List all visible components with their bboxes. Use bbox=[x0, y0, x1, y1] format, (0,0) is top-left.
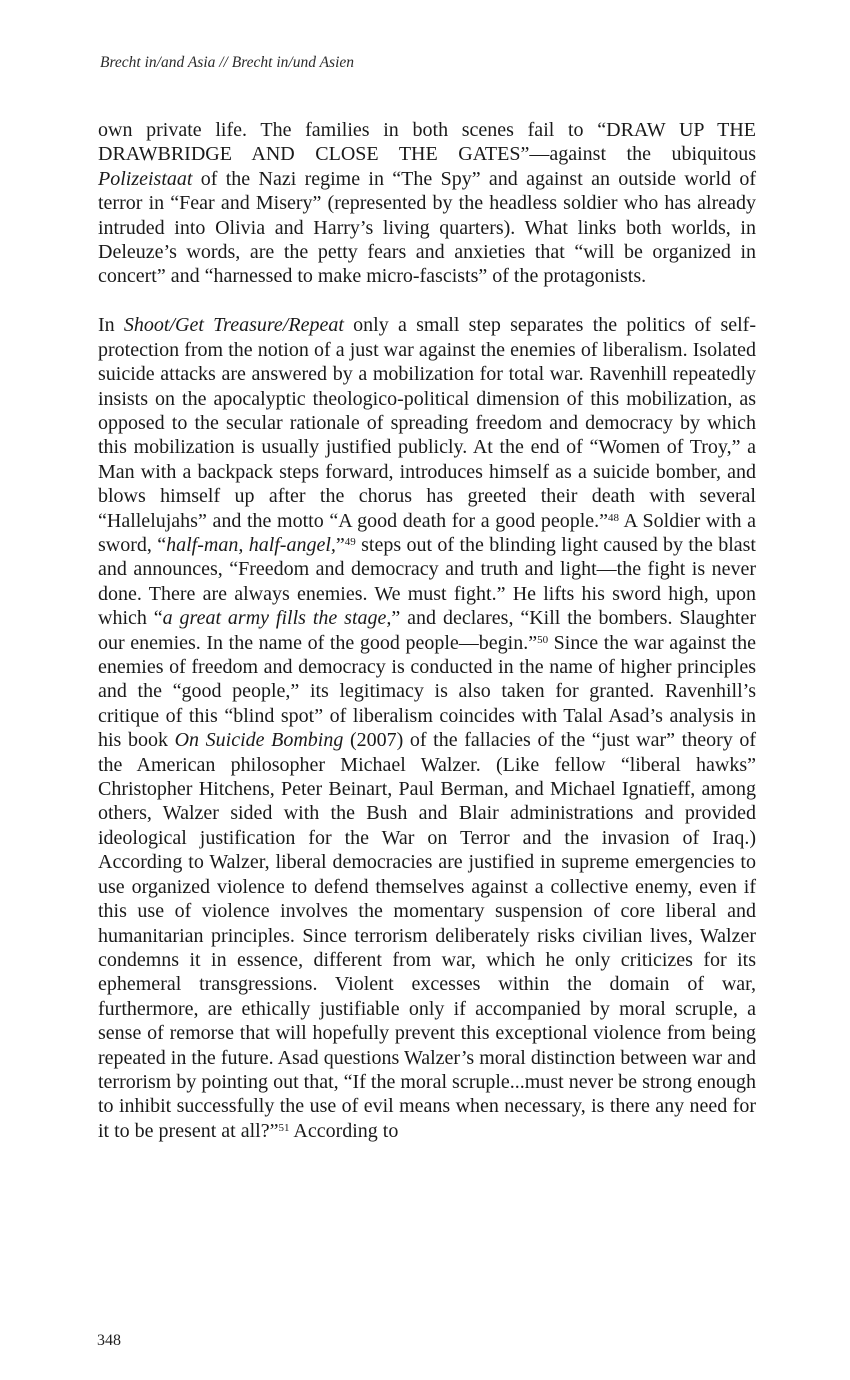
text-run: of the Nazi regime in “The Spy” and against an outside world of terror in “Fear and Misery” (represented by the headless soldier who has already intruded into Olivia and Harry’s living quarters). What links both worlds, in Deleuze’s words, are the petty fears and anxieties that “will be organized in concert” and “harnessed to make micro-fascists” of the protagonists. bbox=[98, 167, 756, 288]
text-run: ” bbox=[335, 534, 345, 556]
running-head: Brecht in/and Asia // Brecht in/und Asien bbox=[100, 54, 355, 71]
footnote-ref: 51 bbox=[278, 1121, 290, 1134]
page-number: 348 bbox=[97, 1332, 121, 1349]
italic-text: Shoot/Get Treasure/Repeat bbox=[123, 314, 344, 337]
footnote-ref: 49 bbox=[344, 536, 356, 548]
text-run: (2007) of the fallacies of the “just war” theory of the American philosopher Michael Walzer. (Like fellow “liberal hawks” Christopher Hitchens, Peter Beinart, Paul Berman, and Michael Ignatieff, among others, Walzer sided with the Bush and Blair administrations and provided ideological justification for the War on Terror and the invasion of Iraq.) According to Walzer, liberal democracies are justified in supreme emergencies to use organized violence to defend themselves against a collective enemy, even if this use of violence involves the momentary suspension of core liberal and humanitarian principles. Since terrorism deliberately risks civilian lives, Walzer condemns it in essence, different from war, which he only criticizes for its ephemeral transgressions. Violent excesses within the domain of war, furthermore, are ethically justifiable only if accompanied by moral scruple, a sense of remorse that will hopefully prevent this exceptional violence from being repeated in the future. Asad questions Walzer’s moral distinction between war and terrorism by pointing out that, “If the moral scruple...must never be strong enough to inhibit successfully the use of evil means when necessary, is there any need for it to be present at all?” bbox=[98, 729, 757, 1142]
italic-text: Polizeistaat bbox=[98, 167, 193, 190]
italic-text: On Suicide Bombing bbox=[174, 729, 344, 752]
text-run: Since the war against the enemies of freedom and democracy is conducted in the name of higher principles and the “good people,” its legitimacy is also taken for granted. Ravenhill’s critique of this “blind spot” of liberalism coincides with Talal Asad’s analysis in his book bbox=[98, 631, 756, 752]
text-run: steps out of the blinding light caused by the blast and announces, “Freedom and democracy and truth and light—the fight is never done. There are always enemies. We must fight.” He lifts his sword high, upon which “ bbox=[98, 534, 756, 630]
paragraph-1 bbox=[98, 118, 756, 289]
footnote-ref: 48 bbox=[608, 511, 620, 524]
text-run: own private life. The families in both scenes fail to “DRAW UP THE DRAWBRIDGE AND CLOSE THE GATES”—against the ubiquitous bbox=[98, 119, 756, 166]
italic-text: half-man, half-angel, bbox=[166, 534, 336, 556]
text-run: only a small step separates the politics of self-protection from the notion of a just war against the enemies of liberalism. Isolated suicide attacks are answered by a mobilization for total war. Ravenhill repeatedly insists on the apocalyptic theologico-political dimension of this mobilization, as opposed to the secular rationale of spreading freedom and democracy by which this mobilization is usually justified publicly. At the end of “Women of Troy,” a Man with a backpack steps forward, introduces himself as a suicide bomber, and blows himself up after the chorus has greeted their death with several “Hallelujahs” and the motto “A good death for a good people.” bbox=[98, 314, 756, 532]
footnote-ref: 50 bbox=[537, 633, 549, 646]
text-run: In bbox=[98, 314, 124, 337]
text-run: A Soldier with a sword, “ bbox=[98, 509, 756, 556]
body-text bbox=[98, 118, 756, 1143]
italic-text: a great army fills the stage, bbox=[162, 607, 392, 630]
text-run: ” and declares, “Kill the bombers. Slaughter our enemies. In the name of the good people—begin.” bbox=[98, 607, 756, 654]
text-run: According to bbox=[289, 1119, 399, 1142]
paragraph-2 bbox=[98, 313, 756, 1143]
